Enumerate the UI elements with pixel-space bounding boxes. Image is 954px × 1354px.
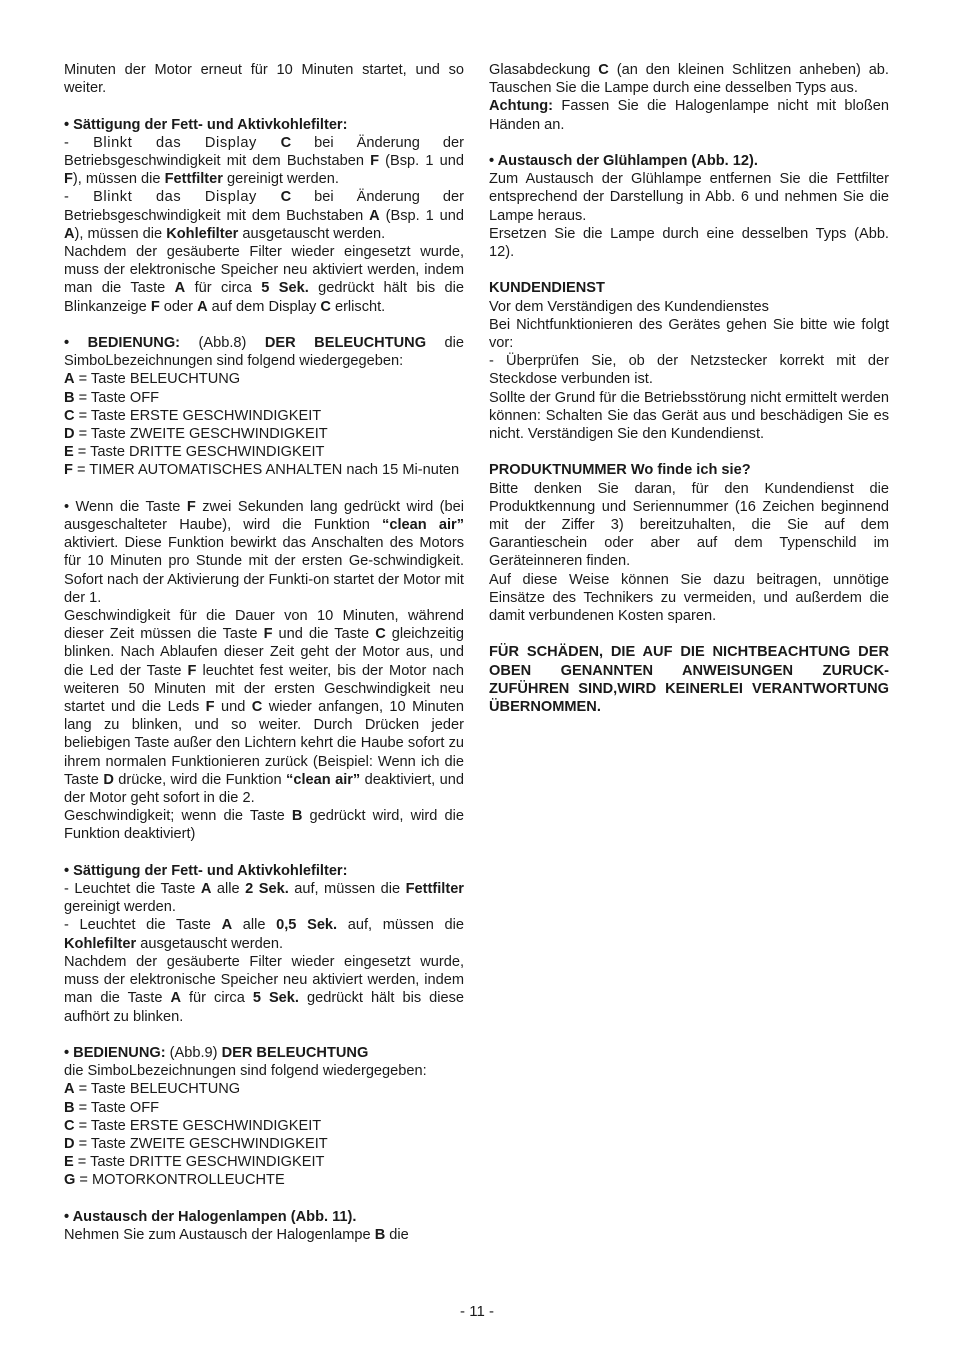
clean-air-paragraph-2: Geschwindigkeit für die Dauer von 10 Minuten, während dieser Zeit müssen die Taste F und die Taste C gleichzeitig blinken. Nach Ablaufen dieser Zeit geht der Motor aus, und die Led der Taste F leuchtet fest weiter, bis der Motor nach weiteren 50 Minuten mit der ersten Geschwindigkeit neu startet und die Leds F und C wieder anfangen, 10 Minuten lang zu blinken, und so weiter. Durch Drücken jeder beliebigen Taste außer den Lichtern kehrt die Haube sofort zu ihrem normalen Funktionieren zurück (Beispiel: Wenn ich die Taste D drücke, wird die Funktion “clean air” deaktiviert, und der Motor geht sofort in die 2. xyxy=(64,608,464,807)
key-line: C = Taste ERSTE GESCHWINDIGKEIT xyxy=(64,1117,322,1134)
intro-paragraph: Minuten der Motor erneut für 10 Minuten startet, und so weiter. xyxy=(64,62,464,97)
saturation-section-1 xyxy=(64,116,464,316)
saturation-section-2 xyxy=(64,862,464,1026)
produktnummer-paragraph-1: Bitte denken Sie daran, für den Kundendienst die Produktkennung und Seriennummer (16 Zeichen beginnend mit der Ziffer 3) bereitzuhalten, die Sie auf dem Garantieschein oder aber auf dem Typenschild im Geräteinneren finden. xyxy=(489,480,889,570)
key-line: E = Taste DRITTE GESCHWINDIGKEIT xyxy=(64,1154,325,1171)
gluehlampen-paragraph-1: Zum Austausch der Glühlampe entfernen Sie die Fettfilter entsprechend der Darstellung in Abb. 6 und nehmen Sie die Lampe heraus. xyxy=(489,171,889,224)
right-column xyxy=(489,61,889,716)
gluehlampen-paragraph-2: Ersetzen Sie die Lampe durch eine desselben Typs (Abb. 12). xyxy=(489,225,889,261)
liability-warning: FÜR SCHÄDEN, DIE AUF DIE NICHTBEACHTUNG DER OBEN GENANNTEN ANWEISUNGEN ZURUCK-ZUFÜHREN SIND,WIRD KEINERLEI VERANTWORTUNG ÜBERNOMMEN. xyxy=(489,644,889,716)
bedienung-section-2 xyxy=(64,1044,464,1190)
bedienung-heading-2: • BEDIENUNG: (Abb.9) DER BELEUCHTUNG xyxy=(64,1044,369,1061)
saturation-2-line-2: - Leuchtet die Taste A alle 0,5 Sek. auf, müssen die Kohlefilter ausgetauscht werden. xyxy=(64,917,464,952)
clean-air-paragraph-1: • Wenn die Taste F zwei Sekunden lang gedrückt wird (bei ausgeschalteter Haube), wird die Funktion “clean air” aktiviert. Diese Funktion bewirkt das Anschalten des Motors für 10 Minuten pro Stunde mit der ersten Ge-schwindigkeit. Sofort nach der Aktivierung der Funkti-on startet der Motor mit der 1. xyxy=(64,498,464,606)
halogen-continued xyxy=(489,61,889,134)
bedienung-section-1 xyxy=(64,334,464,480)
bedienung-heading-1: • BEDIENUNG: (Abb.8) DER BELEUCHTUNG die SimboLbezeichnungen sind folgend wiedergegeben: xyxy=(64,335,465,370)
saturation-2-line-1: - Leuchtet die Taste A alle 2 Sek. auf, müssen die Fettfilter gereinigt werden. xyxy=(64,881,464,916)
kundendienst-heading: KUNDENDIENST xyxy=(489,280,605,297)
produktnummer-paragraph-2: Auf diese Weise können Sie dazu beitragen, unnötige Einsätze des Technikers zu vermeiden, und außerdem die damit verbundenen Kosten sparen. xyxy=(489,571,889,625)
produktnummer-section xyxy=(489,461,889,625)
kundendienst-paragraph-2: Bei Nichtfunktionieren des Gerätes gehen Sie bitte wie folgt vor: xyxy=(489,316,889,352)
halogen-warning: Achtung: Fassen Sie die Halogenlampe nicht mit bloßen Händen an. xyxy=(489,98,889,133)
key-line: C = Taste ERSTE GESCHWINDIGKEIT xyxy=(64,407,322,424)
clean-air-section xyxy=(64,498,464,844)
gluehlampen-heading: • Austausch der Glühlampen (Abb. 12). xyxy=(489,153,758,169)
halogen-continued-paragraph: Glasabdeckung C (an den kleinen Schlitzen anheben) ab. Tauschen Sie die Lampe durch eine desselben Typs aus. xyxy=(489,62,889,97)
clean-air-paragraph-3: Geschwindigkeit; wenn die Taste B gedrückt wird, wird die Funktion deaktiviert) xyxy=(64,808,464,843)
key-line: D = Taste ZWEITE GESCHWINDIGKEIT xyxy=(64,1135,328,1152)
gluehlampen-section xyxy=(489,152,889,261)
key-line: D = Taste ZWEITE GESCHWINDIGKEIT xyxy=(64,426,328,443)
kundendienst-paragraph-1: Vor dem Verständigen des Kundendienstes xyxy=(489,298,769,315)
saturation-heading-1: • Sättigung der Fett- und Aktivkohlefilter: xyxy=(64,116,348,133)
key-line: G = MOTORKONTROLLEUCHTE xyxy=(64,1172,285,1189)
key-line: F = TIMER AUTOMATISCHES ANHALTEN nach 15 Mi-nuten xyxy=(64,462,460,479)
produktnummer-heading: PRODUKTNUMMER Wo finde ich sie? xyxy=(489,462,751,479)
saturation-1-line-2: - Blinkt das Display C bei Änderung der Betriebsgeschwindigkeit mit dem Buchstaben A (Bsp. 1 und A), müssen die Kohlefilter ausgetauscht werden. xyxy=(64,189,464,242)
kundendienst-paragraph-3: - Überprüfen Sie, ob der Netzstecker korrekt mit der Steckdose verbunden ist. xyxy=(489,353,889,388)
kundendienst-section xyxy=(489,279,889,443)
halogen-paragraph: Nehmen Sie zum Austausch der Halogenlampe B die xyxy=(64,1226,409,1243)
saturation-2-line-3: Nachdem der gesäuberte Filter wieder eingesetzt wurde, muss der elektronische Speicher neu aktiviert werden, indem man die Taste A für circa 5 Sek. gedrückt hält bis diese aufhört zu blinken. xyxy=(64,953,464,1025)
saturation-heading-2: • Sättigung der Fett- und Aktivkohlefilter: xyxy=(64,862,348,879)
saturation-1-line-1: - Blinkt das Display C bei Änderung der Betriebsgeschwindigkeit mit dem Buchstaben F (Bsp. 1 und F), müssen die Fettfilter gereinigt werden. xyxy=(64,134,464,188)
page-number: - 11 - xyxy=(460,1303,494,1320)
kundendienst-paragraph-4: Sollte der Grund für die Betriebsstörung nicht ermittelt werden können: Schalten Sie das Gerät aus und beschädigen Sie es nicht. Verständigen Sie den Kundendienst. xyxy=(489,389,889,443)
halogen-section xyxy=(64,1208,464,1244)
key-line: B = Taste OFF xyxy=(64,389,160,406)
bedienung-intro-2: die SimboLbezeichnungen sind folgend wiedergegeben: xyxy=(64,1063,427,1080)
halogen-heading: • Austausch der Halogenlampen (Abb. 11). xyxy=(64,1208,357,1225)
left-column xyxy=(64,61,464,1244)
key-line: E = Taste DRITTE GESCHWINDIGKEIT xyxy=(64,444,325,461)
key-line: A = Taste BELEUCHTUNG xyxy=(64,1081,241,1098)
saturation-1-line-3: Nachdem der gesäuberte Filter wieder eingesetzt wurde, muss der elektronische Speicher neu aktiviert werden, indem man die Taste A für circa 5 Sek. gedrückt hält bis die Blinkanzeige F oder A auf dem Display C erlischt. xyxy=(64,244,464,315)
key-line: B = Taste OFF xyxy=(64,1099,160,1116)
key-line: A = Taste BELEUCHTUNG xyxy=(64,371,241,388)
